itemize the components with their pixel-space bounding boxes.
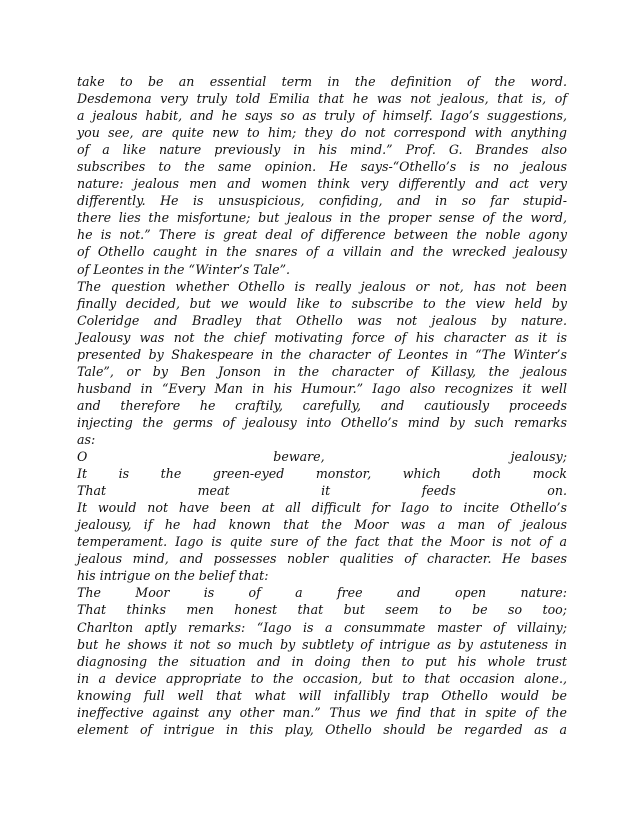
text-line: The question whether Othello is really jealous or not, has not been — [77, 278, 567, 294]
text-line: presented by Shakespeare in the character of Leontes in “The Winter’s — [77, 346, 567, 362]
text-line: a jealous habit, and he says so as truly of himself. Iago’s suggestions, — [77, 108, 567, 124]
text-line: he is not.” There is great deal of difference between the noble agony — [77, 227, 567, 243]
text-line: differently. He is unsuspicious, confiding, and in so far stupid- — [77, 193, 567, 209]
text-line: Desdemona very truly told Emilia that he was not jealous, that is, of — [77, 91, 567, 107]
text-line: his intrigue on the belief that: — [77, 568, 269, 584]
text-line: injecting the germs of jealousy into Othello’s mind by such remarks — [77, 414, 567, 430]
text-line: Jealousy was not the chief motivating force of his character as it is — [77, 329, 567, 345]
text-line: ineffective against any other man.” Thus we find that in spite of the — [77, 704, 567, 720]
block-quote-moor — [77, 584, 567, 618]
block-quote-jealousy — [77, 448, 567, 499]
text-line: as: — [77, 431, 96, 447]
text-line: and therefore he craftily, carefully, and cautiously proceeds — [77, 397, 567, 413]
text-line: finally decided, but we would like to subscribe to the view held by — [77, 295, 567, 311]
paragraph-incite — [77, 499, 567, 584]
text-line: subscribes to the same opinion. He says-“Othello’s is no jealous — [77, 159, 567, 175]
text-line: Tale”, or by Ben Jonson in the character of Killasy, the jealous — [77, 363, 567, 379]
text-line: in a device appropriate to the occasion, but to that occasion alone., — [77, 670, 567, 686]
text-line: It would not have been at all difficult for Iago to incite Othello’s — [77, 500, 567, 516]
text-line: diagnosing the situation and in doing then to put his whole trust — [77, 653, 567, 669]
text-line: husband in “Every Man in his Humour.” Iago also recognizes it well — [77, 380, 567, 396]
document-page — [77, 73, 567, 738]
text-line: of a like nature previously in his mind.” Prof. G. Brandes also — [77, 142, 567, 158]
quote-line: The Moor is of a free and open nature: — [77, 585, 567, 601]
quote-line: That thinks men honest that but seem to be so too; — [77, 602, 567, 618]
text-line: Coleridge and Bradley that Othello was not jealous by nature. — [77, 312, 567, 328]
text-line: nature: jealous men and women think very differently and act very — [77, 176, 567, 192]
paragraph-definition — [77, 73, 567, 278]
quote-line: It is the green-eyed monstor, which doth mock — [77, 466, 567, 482]
text-line: of Leontes in the “Winter’s Tale”. — [77, 261, 291, 277]
text-line: of Othello caught in the snares of a villain and the wrecked jealousy — [77, 244, 567, 260]
text-line: knowing full well that what will infallibly trap Othello would be — [77, 687, 567, 703]
text-line: element of intrigue in this play, Othello should be regarded as a — [77, 721, 567, 737]
quote-line: That meat it feeds on. — [77, 483, 567, 499]
text-line: you see, are quite new to him; they do not correspond with anything — [77, 125, 567, 141]
text-line: temperament. Iago is quite sure of the fact that the Moor is not of a — [77, 534, 567, 550]
text-line: but he shows it not so much by subtlety of intrigue as by astuteness in — [77, 636, 567, 652]
quote-line: O beware, jealousy; — [77, 449, 567, 465]
text-line: Charlton aptly remarks: “Iago is a consummate master of villainy; — [77, 619, 567, 635]
text-line: jealousy, if he had known that the Moor was a man of jealous — [77, 517, 567, 533]
text-line: there lies the misfortune; but jealous in the proper sense of the word, — [77, 210, 567, 226]
text-line: take to be an essential term in the definition of the word. — [77, 74, 567, 89]
text-line: jealous mind, and possesses nobler qualities of character. He bases — [77, 551, 567, 567]
paragraph-charlton — [77, 619, 567, 738]
paragraph-question — [77, 278, 567, 448]
